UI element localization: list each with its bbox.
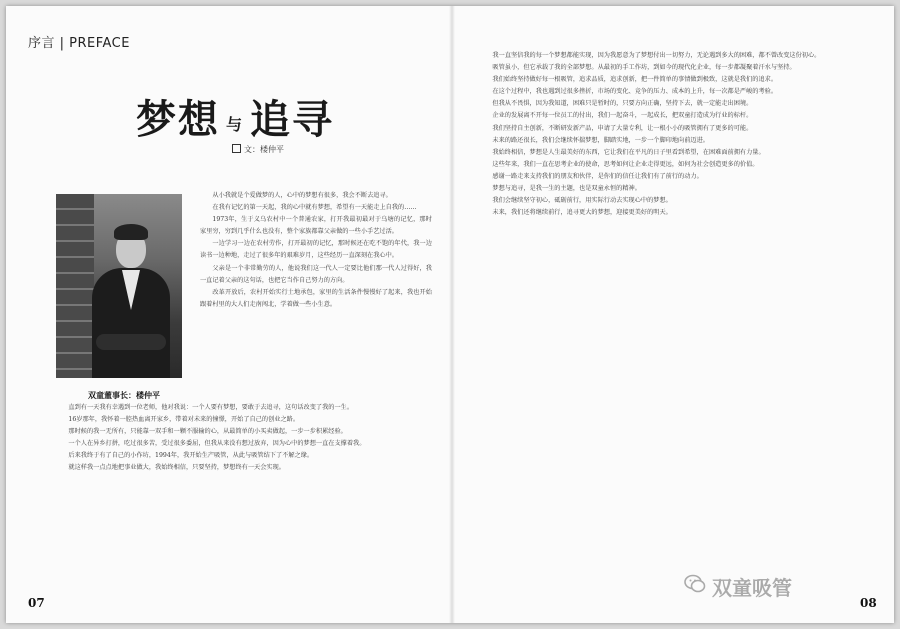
paragraph: 但我从不畏惧，因为我知道，困难只是暂时的，只要方向正确，坚持下去，就一定能走出困境。	[492, 100, 753, 108]
page-number-right: 08	[860, 596, 877, 610]
paragraph: 在我有记忆的第一天起，我的心中就有梦想，希望有一天能走上自我的……	[212, 204, 417, 212]
paragraph: 我们坚持自主创新，不断研发新产品，申请了大量专利，让一根小小的吸管拥有了更多的可能。	[492, 124, 753, 132]
byline-text: 文：楼仲平	[244, 145, 284, 154]
paragraph: 在这个过程中，我也遇到过很多挫折，市场的变化、竞争的压力、成本的上升，每一次都是严峻的考验。	[492, 88, 778, 96]
right-column	[480, 50, 864, 572]
page-number-left: 07	[28, 596, 45, 610]
paragraph: 直到有一天我有幸遇到一位老师，他对我说：一个人要有梦想，要敢于去追寻，这句话改变了我的一生。	[68, 404, 354, 411]
paragraph: 我始终相信，梦想是人生最美好的东西，它让我们在平凡的日子里看到希望，在困难面前拥有力量。	[492, 148, 765, 156]
paragraph: 企业的发展离不开每一位员工的付出，我们一起奋斗，一起成长，把双童打造成为行业的标杆。	[492, 112, 753, 120]
paragraph: 未来，我们还将继续前行，追寻更大的梦想，迎接更美好的明天。	[492, 209, 672, 217]
paragraph: 后来我终于有了自己的小作坊，1994年，我开始生产吸管，从此与吸管结下了不解之缘。	[68, 452, 314, 460]
paragraph: 梦想与追寻，是我一生的主题，也是双童永恒的精神。	[492, 185, 641, 193]
author-photo	[56, 194, 182, 378]
magazine-spread	[6, 6, 894, 623]
paragraph: 一边学习一边在农村劳作，打开最初的记忆，那时候还在吃不饱的年代，我一边读书一边种地，走过了很多年的艰难岁月，这些经历一直深刻在我心中。	[200, 240, 432, 260]
byline	[232, 144, 284, 155]
paragraph: 我们会继续坚守初心，砥砺前行，用实际行动去实现心中的梦想。	[492, 197, 672, 205]
paragraph: 吸管虽小，但它承载了我的全部梦想。从最初的手工作坊，到如今的现代化企业，每一步都凝聚着汗水与坚持。	[492, 64, 796, 72]
title-part-a: 梦想	[136, 96, 220, 143]
paragraph: 我一直坚信我的每一个梦想都能实现，因为我愿意为了梦想付出一切努力，无论遇到多大的困难，都不曾改变这份初心。	[492, 52, 821, 59]
paragraph: 一个人在异乡打拼，吃过很多苦，受过很多委屈，但我从来没有想过放弃，因为心中的梦想一直在支撑着我。	[68, 440, 366, 448]
square-icon	[232, 144, 241, 153]
wechat-icon	[684, 574, 706, 594]
paragraph: 从小我就是个爱做梦的人，心中的梦想有很多，我会不断去追寻。	[212, 192, 392, 199]
paragraph: 就这样我一点点地把事业做大，我始终相信，只要坚持，梦想终有一天会实现。	[68, 464, 285, 472]
paragraph: 16岁那年，我怀着一腔热血离开家乡，带着对未来的憧憬，开始了自己的创业之路。	[68, 416, 300, 424]
paragraph: 感谢一路走来支持我们的朋友和伙伴，是你们的信任让我们有了前行的动力。	[492, 172, 703, 180]
left-top-column	[200, 190, 432, 396]
page-gutter	[449, 6, 455, 623]
paragraph: 这些年来，我们一直在思考企业的使命，思考如何让企业走得更远，如何为社会创造更多的价值。	[492, 160, 759, 168]
person-arm-graphic	[96, 334, 166, 350]
section-header: 序言 | PREFACE	[28, 36, 130, 51]
paragraph: 那时候的我一无所有，只能靠一双手和一颗不服输的心，从最简单的小买卖做起，一步一步积累经验。	[68, 428, 347, 436]
left-bottom-column	[56, 402, 432, 576]
paragraph: 1973年，生于义乌农村中一个普通农家，打开我最初最对于乌塘的记忆，那时家里穷，穷到几乎什么也没有，整个家族都靠父亲做的一些小手艺过活。	[200, 216, 432, 236]
article-title	[136, 88, 334, 145]
paragraph: 我们始终坚持做好每一根吸管，追求品质，追求创新，把一件简单的事情做到极致，这就是我们的追求。	[492, 76, 778, 84]
paragraph: 未来的路还很长，我们会继续怀揣梦想，脚踏实地，一步一个脚印地向前迈进。	[492, 136, 709, 144]
bookshelf-graphic	[56, 194, 94, 378]
title-part-b: 追寻	[250, 96, 335, 143]
paragraph: 改革开放后，农村开始实行土地承包，家里的生活条件慢慢好了起来，我也开始跟着村里的大人们走南闯北，学着做一些小生意。	[200, 288, 432, 308]
title-connector: 与	[226, 114, 245, 134]
watermark-text: 双童吸管	[712, 576, 792, 600]
paragraph: 父亲是一个非常勤劳的人，他说我们这一代人一定要比他们那一代人过得好，我一直记着父亲的这句话，也把它当作自己努力的方向。	[200, 264, 432, 284]
person-hair-graphic	[114, 224, 148, 240]
photo-caption: 双童董事长：楼仲平	[88, 391, 160, 400]
